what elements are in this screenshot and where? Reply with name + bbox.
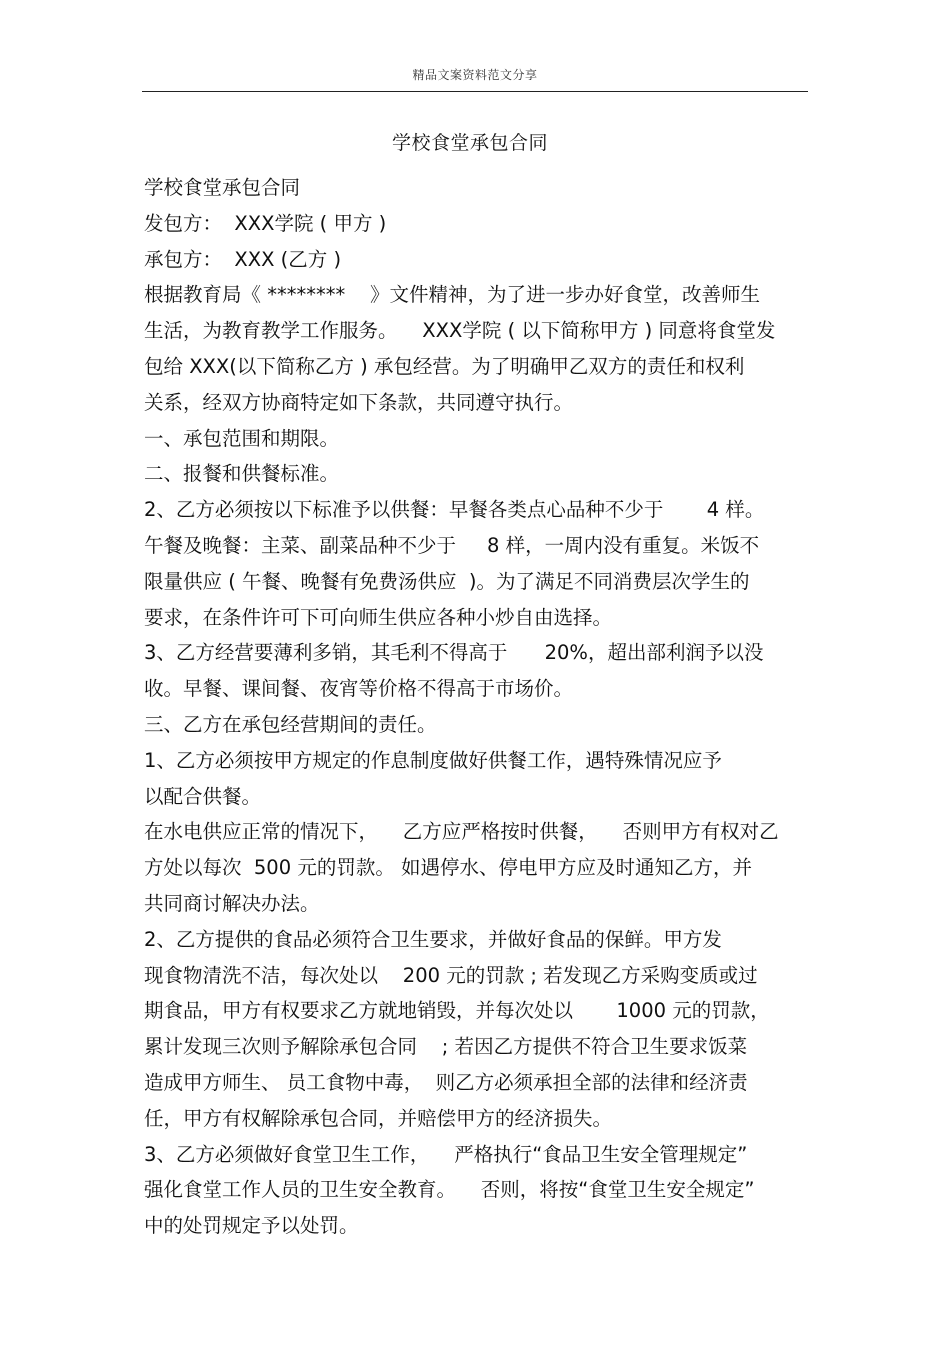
body-line: 2、乙方提供的食品必须符合卫生要求，并做好食品的保鲜。甲方发 [144,927,722,951]
body-line: 发包方： XXX学院 ( 甲方 ) [144,211,387,235]
body-line: 承包方： XXX (乙方 ) [144,247,342,271]
body-line: 限量供应 ( 午餐、晚餐有免费汤供应 )。为了满足不同消费层次学生的 [144,569,750,593]
body-line: 任，甲方有权解除承包合同，并赔偿甲方的经济损失。 [144,1106,613,1130]
body-line: 3、乙方经营要薄利多销，其毛利不得高于 20%，超出部利润予以没 [144,641,764,665]
body-line: 期食品，甲方有权要求乙方就地销毁，并每次处以 1000 元的罚款， [144,999,770,1023]
body-line: 1、乙方必须按甲方规定的作息制度做好供餐工作，遇特殊情况应予 [144,748,722,772]
body-line: 现食物清洗不洁，每次处以 200 元的罚款 ; 若发现乙方采购变质或过 [144,963,758,987]
section-heading: 二、报餐和供餐标准。 [144,462,340,486]
body-line: 包给 XXX(以下简称乙方 ) 承包经营。为了明确甲乙双方的责任和权利 [144,354,745,378]
body-line: 生活，为教育教学工作服务。 XXX学院 ( 以下简称甲方 ) 同意将食堂发 [144,319,776,343]
body-line: 累计发现三次则予解除承包合同 ; 若因乙方提供不符合卫生要求饭菜 [144,1035,748,1059]
body-line: 中的处罚规定予以处罚。 [144,1214,359,1238]
body-line: 强化食堂工作人员的卫生安全教育。 否则，将按“食堂卫生安全规定” [144,1178,755,1202]
body-line: 造成甲方师生、 员工食物中毒， 则乙方必须承担全部的法律和经济责 [144,1070,748,1094]
section-heading: 三、乙方在承包经营期间的责任。 [144,712,437,736]
body-line: 学校食堂承包合同 [144,176,301,199]
body-line: 共同商讨解决办法。 [144,891,320,915]
body-line: 要求，在条件许可下可向师生供应各种小炒自由选择。 [144,605,613,629]
body-line: 关系，经双方协商特定如下条款，共同遵守执行。 [144,390,574,414]
page-header-text: 精品文案资料范文分享 [412,68,538,82]
body-line: 在水电供应正常的情况下， 乙方应严格按时供餐， 否则甲方有权对乙 [144,820,779,844]
body-line: 2、乙方必须按以下标准予以供餐：早餐各类点心品种不少于 4 样。 [144,498,765,522]
body-line: 方处以每次 500 元的罚款。 如遇停水、停电甲方应及时通知乙方，并 [144,856,753,880]
body-line: 根据教育局《 ******** 》文件精神，为了进一步办好食堂，改善师生 [144,283,760,307]
body-line: 午餐及晚餐：主菜、副菜品种不少于 8 样，一周内没有重复。米饭不 [144,533,760,557]
document-title: 学校食堂承包合同 [391,132,548,154]
section-heading: 一、承包范围和期限。 [144,426,340,450]
body-line: 3、乙方必须做好食堂卫生工作， 严格执行“食品卫生安全管理规定” [144,1142,748,1166]
body-line: 收。早餐、课间餐、夜宵等价格不得高于市场价。 [144,677,574,701]
body-line: 以配合供餐。 [144,784,262,808]
document-body [144,170,824,1244]
header-divider [142,91,808,92]
